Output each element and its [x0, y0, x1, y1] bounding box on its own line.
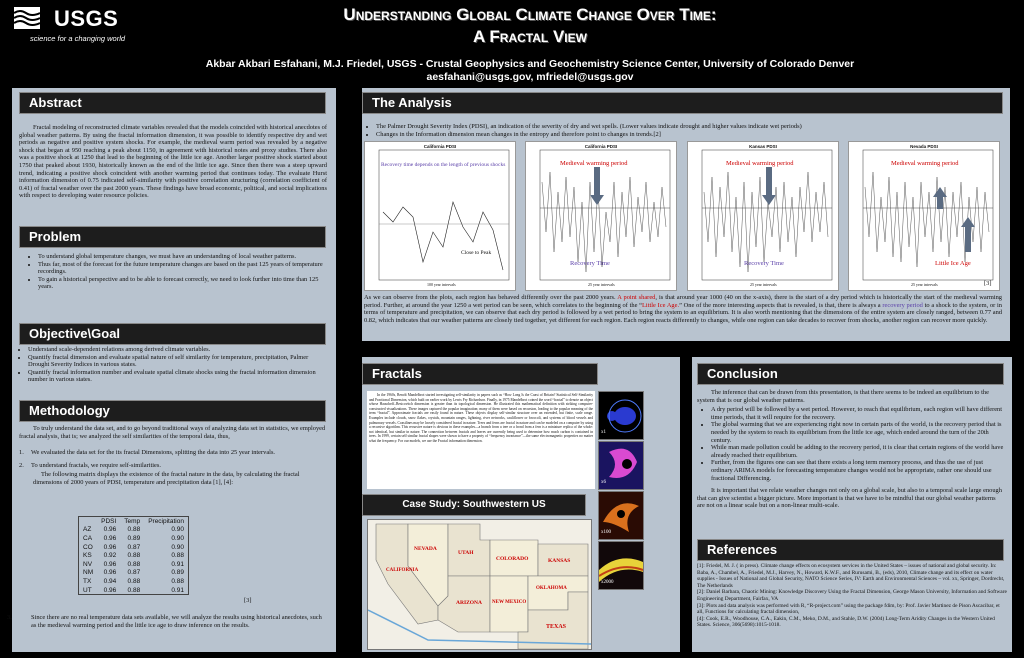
- abstract-paragraph: Fractal modeling of reconstructed climate variables revealed that the models coincided with historical anecdotes of global weather patterns. By using the fractal information dimension, it was possible to identify respective dry and wet periods as negative and positive system shocks. For example, the medieval warm period was revealed by a negative shock that began at 950 reaching a peak about 1150, in agreement with historical notes and proxy studies. There also was a positive shock at 1250 that lead to the beginning of the little ice age. Another larger positive shock started about 1750 that peaked about 1930, historically known as the end of the little ice age. Since then there was a steep upward trend, indicating a positive shock coincident with another warming period that continues today. The evaluate Hurst information dimension of 0.75 indicated self-similarity with positive correlation structuring (correlation coefficient of 0.41) of fractal weather over the past 2000 years. These findings have broad economic, political, and social implications with respect to developing water resource policies.: [19, 124, 327, 200]
- graph-note-top: Medieval warming period: [726, 160, 794, 167]
- conclusion-item: • While man made pollution could be adding to the recovery period, it is clear that certain regions of the world have already reached their equilibrium.: [711, 444, 1005, 459]
- reference-item: [2]: Daniel Barbara, Chaotic Mining: Knowledge Discovery Using the Fractal Dimension, George Mason University, Information and Software Engineering Department, Fairfax, VA: [697, 589, 1007, 602]
- table-cell: 0.90: [171, 526, 184, 534]
- fractal-zoom-100: [598, 491, 644, 540]
- logo-text: USGS: [54, 6, 119, 31]
- table-cell: 0.90: [171, 534, 184, 542]
- reference-item: [1]: Friedel, M. J. ( in press). Climate change effects on ecosystem services in the United States – issues of national and global security. In: Baba, A., Chambel, A., Friedel, M.J., Harvey, N., Howard, K.W.F., and Rurusami, B., (eds), 2010, Climate change and its effect on water supplies - Issues of National and Global Security, NATO Science Series, IV: Earth and Environmental Sciences – vol. xx, Springer, Dordrecht, The Netherlands: [697, 563, 1005, 589]
- emails-line: aesfahani@usgs.gov, mfriedel@usgs.gov: [426, 71, 634, 83]
- problem-list: [24, 253, 324, 291]
- analysis-text-d: to a shock to the system, or in terms of temperature and precipitation, we can observe that each dry period is followed by a wet period to bring the system to an equilibrium. It is also worth mentioning that the dimensions of the entire system are closely ranged, between 0.77 and 0.82, which indicates that our weather patterns are closely tied together, yet different for each region. Each region reacts differently to changes, while one region can take decades to recover from shocks, another region can recover more quickly.: [364, 301, 1002, 324]
- references-heading: References: [697, 539, 1004, 561]
- state-label-california: CALIFORNIA: [386, 568, 419, 573]
- table-cell: 0.90: [171, 543, 184, 551]
- graph-xlabel: 100 year intervals: [427, 282, 456, 287]
- case-study-heading: Case Study: Southwestern US: [362, 494, 586, 516]
- conclusion-text: [697, 389, 1005, 510]
- table-cell: NM: [83, 569, 94, 577]
- graph-note-bottom: Recovery Time: [570, 260, 610, 267]
- table-cell: 0.96: [103, 543, 117, 551]
- graph-california-100yr: [364, 141, 516, 291]
- graph-xlabel: 25 year intervals: [911, 282, 938, 287]
- graph-note-bottom: Close to Peak: [461, 250, 492, 256]
- objective-item: • Quantify fractal dimension and evaluate spatial nature of self similarity for temperature, precipitation, Palmer Drought Severity Indices in various states.: [28, 354, 326, 369]
- usgs-logo: [14, 4, 126, 43]
- poster-header: [0, 0, 1024, 86]
- table-cell: 0.91: [171, 586, 184, 594]
- recovery-period-highlight: recovery period: [882, 301, 923, 309]
- step-2-text: To understand fractals, we require self-similarities.: [31, 461, 161, 469]
- table-cell: 0.87: [127, 543, 141, 551]
- fractal-zoom-2000: [598, 541, 644, 590]
- graph-note-top: Medieval warming period: [891, 160, 959, 167]
- table-cell: 0.88: [127, 577, 141, 585]
- graph-note-bottom: Recovery Time: [744, 260, 784, 267]
- table-cell: UT: [83, 586, 92, 594]
- table-cell: 0.94: [103, 577, 117, 585]
- step-2-detail: The following matrix displays the existence of the fractal nature in the data, by calculating the fractal dimensions of 2000 years of PDSI, temperature and precipitation data [1], [4]:: [33, 471, 300, 486]
- table-cell: 0.88: [171, 577, 184, 585]
- graph-reference: [3]: [984, 280, 992, 287]
- methodology-step-1: 1. We evaluated the data set for the its fractal Dimensions, splitting the data into 25 year intervals.: [19, 449, 276, 457]
- table-cell: CO: [83, 543, 93, 551]
- point-shared-highlight: A point shared: [617, 294, 656, 301]
- state-label-utah: UTAH: [458, 550, 474, 556]
- table-cell: CA: [83, 534, 93, 542]
- graph-xlabel: 25 year intervals: [750, 282, 777, 287]
- table-header-row: [79, 517, 189, 526]
- logo-tagline: science for a changing world: [30, 34, 126, 43]
- table-header-cell: [79, 517, 98, 526]
- abstract-heading: Abstract: [19, 92, 326, 114]
- table-cell: 0.87: [127, 569, 141, 577]
- shock-arrow: [937, 197, 943, 209]
- analysis-paragraph: [364, 294, 1002, 324]
- zoom-label: x1: [601, 430, 606, 435]
- graph-kansas-25yr: [687, 141, 839, 291]
- fractal-zoom-1: [598, 391, 644, 440]
- fractal-zoom-6: [598, 441, 644, 490]
- southwest-us-map: [367, 519, 592, 650]
- step-1-text: We evaluated the data set for the its fractal Dimensions, splitting the data into 25 year intervals.: [31, 449, 276, 457]
- table-cell: 0.88: [127, 560, 141, 568]
- zoom-label: x2000: [601, 580, 614, 585]
- state-label-oklahoma: OKLAHOMA: [536, 586, 567, 591]
- reference-item: [3]: Plots and data analysis was performed with R, “R-project.com” using the package fdim, by: Prof. Javier Martinez de Pison Ascacibar, et all, Functions for calculating fractal dimension,: [697, 602, 1000, 616]
- graph-note-top: Recovery time depends on the length of previous shocks: [381, 162, 506, 168]
- analysis-heading: The Analysis: [362, 92, 1003, 114]
- table-cell: 0.89: [171, 569, 184, 577]
- graph-nevada-25yr: [848, 141, 1000, 291]
- title-line-2: A Fractal View: [473, 27, 587, 46]
- fractals-heading: Fractals: [362, 363, 598, 385]
- table-cell: 0.96: [103, 534, 117, 542]
- fractals-paragraph: In the 1960s, Benoît Mandelbrot started investigating self-similarity in papers such as “How Long Is the Coast of Britain? Statistical Self-Similarity and Fractional Dimension, which built on earlier work by Lewis Fry Richardson. Finally, in 1975 Mandelbrot coined the word “fractal” to denote an object whose Hausdorff–Besicovitch dimension is greater than its topological dimension. He illustrated this mathematical definition with striking computer-constructed visualizations. These images captured the popular imagination; many of them were based on recursion, leading to the popular meaning of the term “fractal”. Approximate fractals are easily found in nature. These objects display self-similar structure over an extended, but finite, scale range. Examples include clouds, snow flakes, crystals, mountain ranges, lightning, river networks, cauliflower or broccoli, and systems of blood vessels and pulmonary vessels. Coastlines may be loosely considered fractal in nature. Trees and ferns are fractal in nature and can be modeled on a computer by using a recursive algorithm. This recursive nature is obvious in these examples—a branch from a tree or a frond from a fern is a miniature replica of the whole: not identical, but similar in nature. The connection between fractals and leaves are currently being used to determine how much carbon is contained in trees. In 1999, certain self similar fractal shapes were shown to have a property of “frequency invariance”—the same electromagnetic properties no matter what the frequency. For our models, we use the Fractal information dimension.: [369, 393, 593, 443]
- table-cell: TX: [83, 577, 92, 585]
- methodology-text: [19, 425, 327, 487]
- problem-item: • To gain a historical perspective and to be able to forecast correctly, we need to look further into time than 125 years.: [38, 276, 324, 291]
- reference-item: [4]: Cook, E.R., Woodhouse, C.A., Eakin, C.M., Meko, D.M., and Stahle, D.W. (2004) Long-Term Aridity Changes in the Western United States. Science, 306(5698):1015-1018.: [697, 615, 995, 629]
- analysis-bullets: [362, 123, 1002, 138]
- table-row: [79, 534, 189, 543]
- table-header-cell: PDSI: [101, 517, 117, 525]
- methodology-heading: Methodology: [19, 400, 326, 422]
- table-row: [79, 526, 189, 535]
- zoom-label: x6: [601, 480, 606, 485]
- graph-california-25yr: [525, 141, 677, 291]
- table-cell: 0.96: [103, 569, 117, 577]
- fractals-text: [367, 391, 595, 489]
- table-cell: 0.96: [103, 526, 117, 534]
- table-cell: 0.96: [103, 586, 117, 594]
- conclusion-closing: It is important that we relate weather changes not only on a global scale, but also to a temporal scale large enough that can give scientist a bigger picture. More important is that we have to be mindful that our global weather patterns are not on a linear scale but on a non-linear multi-scale.: [697, 487, 1002, 510]
- table-cell: NV: [83, 560, 93, 568]
- table-row: [79, 560, 189, 569]
- analysis-bullet: • Changes in the Information dimension mean changes in the entropy and therefore point to changes in trends.[2]: [376, 131, 1002, 139]
- problem-item: • Thus far, most of the forecast for the future temperature changes are based on the past 125 years of temperature recordings.: [38, 261, 324, 276]
- table-cell: 0.89: [127, 534, 141, 542]
- references-list: [697, 563, 1007, 629]
- shock-arrow: [965, 227, 971, 252]
- state-label-kansas: KANSAS: [548, 558, 571, 564]
- step-3-text: Since there are no real temperature data sets available, we will analyze the results using historical anecdotes, such as the medieval warming period and the little ice age to draw inference on the results.: [31, 614, 322, 629]
- state-label-colorado: COLORADO: [496, 556, 529, 562]
- step-3-para: 3. Since there are no real temperature data sets available, we will analyze the results using historical anecdotes, such as the medieval warming period and the little ice age to draw inference on the results.: [7, 614, 322, 629]
- abstract-text: [19, 124, 327, 200]
- table-cell: 0.91: [171, 560, 184, 568]
- methodology-step-2: 2. To understand fractals, we require self-similarities.: [19, 461, 161, 469]
- graph-title: Kansas PDSI: [749, 144, 777, 149]
- objective-heading: Objective\Goal: [19, 323, 326, 345]
- authors-line: Akbar Akbari Esfahani, M.J. Friedel, USGS - Crustal Geophysics and Geochemistry Science Center, University of Colorado Denver: [205, 58, 855, 70]
- state-label-nevada: NEVADA: [414, 546, 437, 552]
- table-cell: 0.88: [127, 526, 141, 534]
- analysis-text-c: ” One of the more interesting aspects that is revealed, is that, there is always a: [679, 301, 881, 309]
- graph-title: Nevada PDSI: [910, 144, 938, 149]
- objective-item: • Quantify fractal information number and evaluate spatial climate shocks using the fractal information dimension number in various states.: [28, 369, 326, 384]
- shock-arrow: [766, 167, 772, 195]
- objective-item: • Understand scale-dependent relations among derived climate variables.: [28, 346, 326, 354]
- table-row: [79, 569, 189, 578]
- methodology-intro: To truly understand the data set, and to go beyond traditional ways of analyzing data set in statistics, we employed fractal analysis, that is; we analyzed the self similarities of the temporal data, thus,: [19, 425, 326, 440]
- state-label-arizona: ARIZONA: [456, 600, 482, 606]
- fractal-dimension-table: [78, 516, 189, 595]
- title-line-1: Understanding Global Climate Change Over Time:: [343, 5, 717, 24]
- little-ice-age-highlight: Little Ice Age.: [642, 301, 680, 309]
- conclusion-intro: The inference that can be drawn from this presentation, is that there seems to be indeed an equilibrium to the system that is our global weather patterns.: [697, 389, 989, 404]
- conclusion-item: • The global warming that we are experiencing right now in certain parts of the world, is the recovery period that is needed by the system to reach its equilibrium from the little ice age, which ended around the turn of the 20th century.: [711, 421, 1005, 444]
- table-row: [79, 543, 189, 552]
- table-cell: 0.88: [127, 552, 141, 560]
- table-row: [79, 577, 189, 586]
- state-label-texas: TEXAS: [546, 624, 567, 630]
- authors-block: [120, 58, 940, 84]
- poster-title: [180, 4, 880, 48]
- analysis-text-b: , is that around year 1000 (40 on the x-axis), there is the start of a dry period which is historically the start of the medieval warming period. Further, at around the year 1250 a wet period can be seen, which correlates to the beginning of the “: [364, 294, 1002, 309]
- table-reference: [3]: [244, 597, 252, 604]
- graph-note-bottom: Little Ice Age: [935, 260, 971, 267]
- graph-note-top: Medieval warming period: [560, 160, 628, 167]
- analysis-text: [364, 294, 1002, 324]
- problem-heading: Problem: [19, 226, 326, 248]
- table-cell: 0.92: [103, 552, 117, 560]
- table-cell: 0.88: [171, 552, 184, 560]
- graph-xlabel: 25 year intervals: [588, 282, 615, 287]
- conclusion-item: • A dry period will be followed by a wet period. However, to reach that equilibrium, each region will have different time periods, that it will require for the recovery.: [711, 406, 1005, 421]
- table-cell: AZ: [83, 526, 92, 534]
- graph-title: California PDSI: [584, 144, 618, 149]
- state-label-new-mexico: NEW MEXICO: [492, 600, 527, 605]
- conclusion-item: • Further, from the figures one can see that there exists a long term memory process, and thus the use of just ordinary ARIMA models for forecasting temperature changes would not be appropriate, rather one should use fractional Differencing.: [711, 459, 1005, 482]
- table-header-cell: Precipitation: [148, 517, 184, 525]
- table-cell: 0.88: [127, 586, 141, 594]
- table-cell: KS: [83, 552, 92, 560]
- table-header-cell: Temp: [124, 517, 141, 525]
- methodology-step-3: [7, 614, 327, 629]
- problem-item: • To understand global temperature changes, we must have an understanding of local weather patterns.: [38, 253, 324, 261]
- table-row: [79, 551, 189, 560]
- usgs-wave-icon: [14, 7, 40, 29]
- analysis-bullet: • The Palmer Drought Severity Index (PDSI), an indication of the severity of dry and wet spells. (Lower values indicate drought and higher values indicate wet periods): [376, 123, 1002, 131]
- conclusion-heading: Conclusion: [697, 363, 1004, 385]
- graph-title: California PDSI: [423, 144, 457, 149]
- shock-arrow: [594, 167, 600, 195]
- zoom-label: x100: [601, 530, 611, 535]
- objective-list: [14, 346, 326, 384]
- table-row: [79, 586, 189, 595]
- analysis-text-a: As we can observe from the plots, each region has behaved differently over the past 2000 years.: [364, 294, 616, 301]
- table-cell: 0.96: [103, 560, 117, 568]
